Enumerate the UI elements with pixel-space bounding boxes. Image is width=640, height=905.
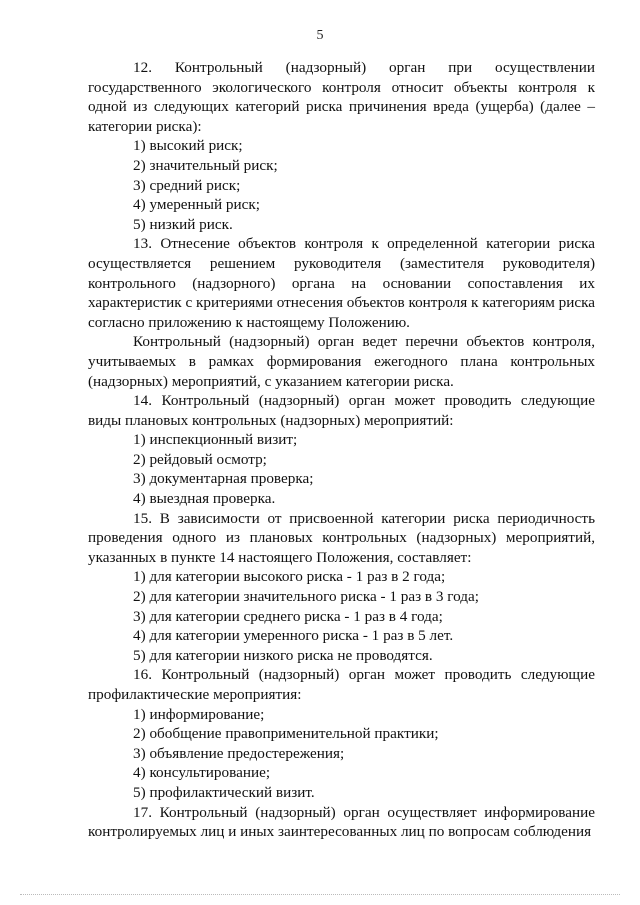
list-item: 3) документарная проверка; bbox=[133, 470, 314, 488]
list-item: 2) значительный риск; bbox=[133, 156, 278, 174]
list-item: 1) информирование; bbox=[133, 705, 265, 723]
paragraph: 14. Контрольный (надзорный) орган может проводить следующие виды плановых контрольных (надзорных) мероприятий: bbox=[88, 392, 595, 429]
list-item: 1) высокий риск; bbox=[133, 137, 243, 155]
list-item: 5) профилактический визит. bbox=[133, 783, 315, 801]
list-item: 1) для категории высокого риска - 1 раз в 2 года; bbox=[133, 568, 446, 586]
paragraph: 13. Отнесение объектов контроля к определенной категории риска осуществляется решением руководителя (заместителя руководителя) контрольного (надзорного) органа на основании сопоставления их характеристик с критериями отнесения объектов контроля к категориям риска согласно приложению к настоящему Положению. bbox=[88, 235, 595, 331]
list-item: 2) для категории значительного риска - 1 раз в 3 года; bbox=[133, 588, 479, 606]
list-item: 4) для категории умеренного риска - 1 раз в 5 лет. bbox=[133, 627, 454, 645]
paragraph: 16. Контрольный (надзорный) орган может проводить следующие профилактические мероприятия: bbox=[88, 666, 595, 703]
list-item: 2) рейдовый осмотр; bbox=[133, 450, 267, 468]
list-item: 4) консультирование; bbox=[133, 764, 271, 782]
page-number: 5 bbox=[316, 28, 324, 43]
paragraph: 17. Контрольный (надзорный) орган осуществляет информирование контролируемых лиц и иных заинтересованных лиц по вопросам соблюдения bbox=[88, 803, 595, 841]
paragraph: 12. Контрольный (надзорный) орган при осуществлении государственного экологического контроля относит объекты контроля к одной из следующих категорий риска причинения вреда (ущерба) (далее – категории риска): bbox=[88, 59, 595, 135]
list-item: 2) обобщение правоприменительной практики; bbox=[133, 725, 439, 743]
list-item: 4) умеренный риск; bbox=[133, 196, 260, 214]
list-item: 4) выездная проверка. bbox=[133, 490, 276, 508]
scan-edge-artifact bbox=[20, 894, 620, 899]
list-item: 3) объявление предостережения; bbox=[133, 744, 345, 762]
paragraph: Контрольный (надзорный) орган ведет перечни объектов контроля, учитываемых в рамках формирования ежегодного плана контрольных (надзорных) мероприятий, с указанием категории риска. bbox=[88, 333, 595, 390]
list-item: 1) инспекционный визит; bbox=[133, 431, 298, 449]
list-item: 5) для категории низкого риска не проводятся. bbox=[133, 646, 433, 664]
paragraph: 15. В зависимости от присвоенной категории риска периодичность проведения одного из плановых контрольных (надзорных) мероприятий, указанных в пункте 14 настоящего Положения, составляет: bbox=[88, 509, 595, 566]
list-item: 3) средний риск; bbox=[133, 176, 241, 194]
document-body bbox=[88, 58, 595, 842]
list-item: 5) низкий риск. bbox=[133, 215, 233, 233]
list-item: 3) для категории среднего риска - 1 раз в 4 года; bbox=[133, 607, 443, 625]
